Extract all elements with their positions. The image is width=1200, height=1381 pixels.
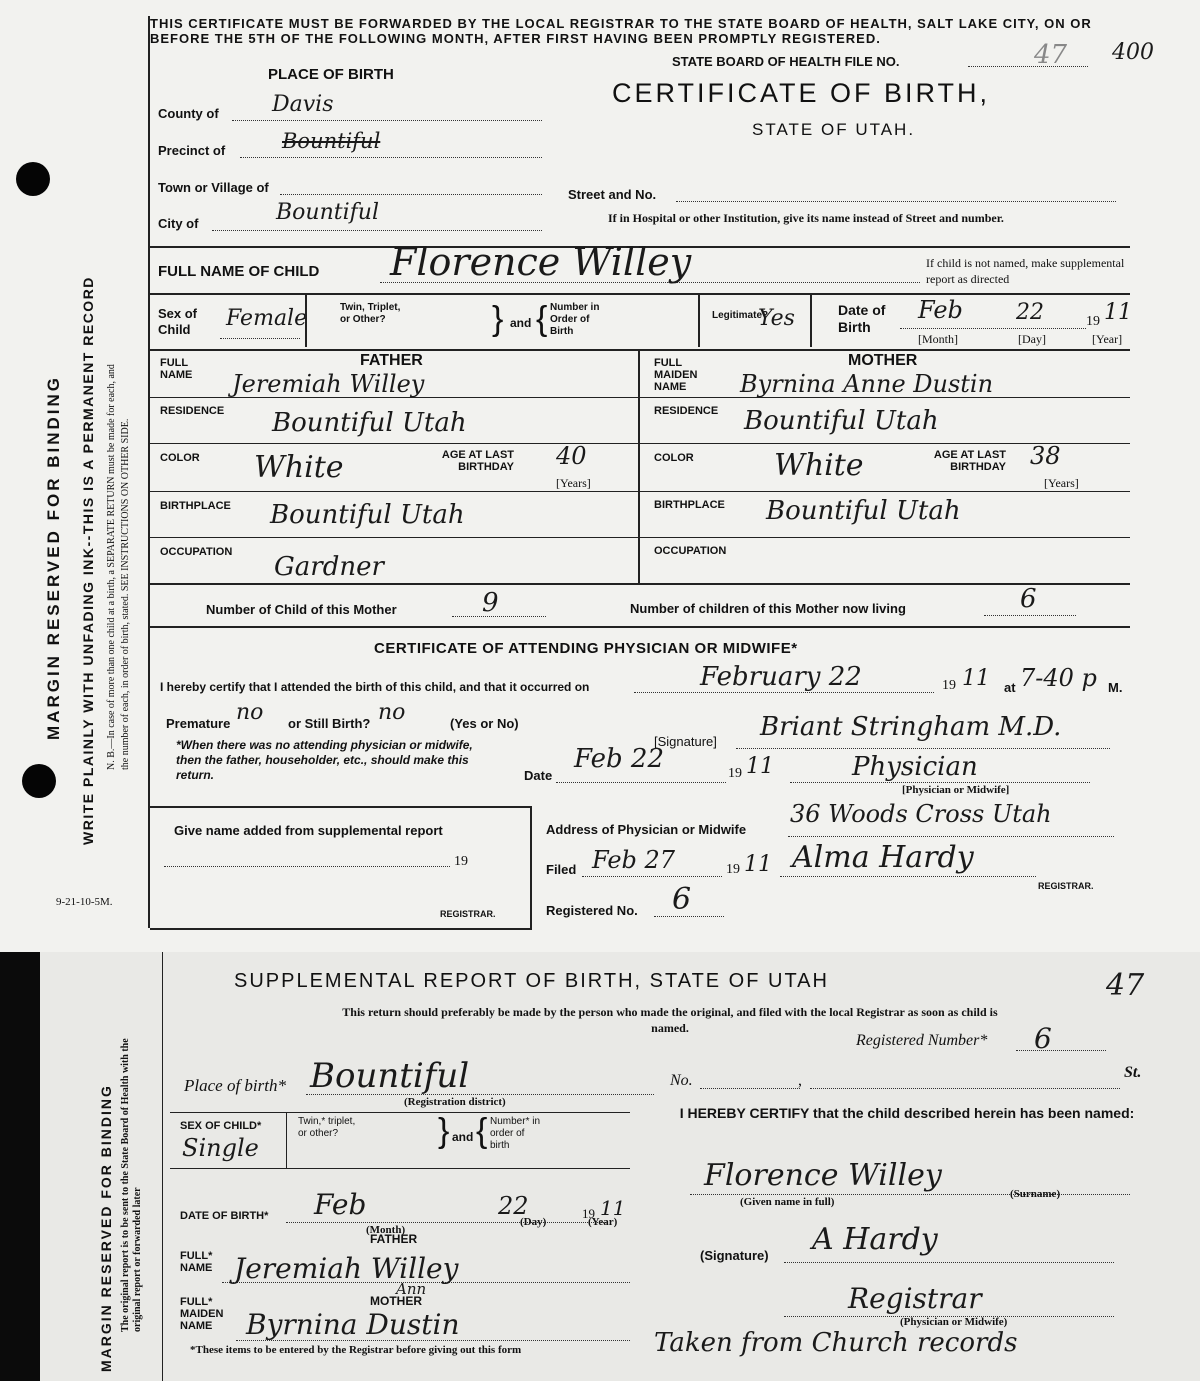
certify-text: I hereby certify that I attended the birth of this child, and that it occurred on <box>160 680 590 694</box>
supp-registered-label: Registered Number* <box>856 1032 988 1049</box>
mother-occupation-label: OCCUPATION <box>654 545 727 557</box>
address-value: 36 Woods Cross Utah <box>790 800 1052 828</box>
binding-hole-bottom <box>22 764 56 798</box>
father-birthplace: Bountiful Utah <box>270 500 465 530</box>
print-code: 9-21-10-5M. <box>56 896 113 908</box>
child-name-label: FULL NAME OF CHILD <box>158 263 320 280</box>
precinct-label: Precinct of <box>158 143 226 158</box>
certificate-title: CERTIFICATE OF BIRTH, <box>612 78 991 108</box>
still-birth-value: no <box>378 700 406 725</box>
mother-heading: MOTHER <box>848 352 918 369</box>
supp-place-value: Bountiful <box>310 1056 470 1096</box>
city-label: City of <box>158 216 199 231</box>
date-label: Date <box>524 768 553 783</box>
father-residence: Bountiful Utah <box>272 408 467 438</box>
margin-ink-text: WRITE PLAINLY WITH UNFADING INK--THIS IS A PERMANENT RECORD <box>80 276 96 845</box>
supp-margin-binding: MARGIN RESERVED FOR BINDING <box>98 1084 114 1372</box>
no-physician-note: *When there was no attending physician or midwife, then the father, householder, etc., should make this return. <box>176 738 473 782</box>
twin-label: Twin, Triplet, or Other? <box>340 302 401 325</box>
mother-birthplace-label: BIRTHPLACE <box>654 499 725 511</box>
supp-father-heading: FATHER <box>370 1232 418 1246</box>
supp-place-label: Place of birth* <box>184 1076 286 1095</box>
number-order-label: Number in Order of Birth <box>550 302 600 337</box>
m-label: M. <box>1108 680 1123 695</box>
supp-registration-caption: (Registration district) <box>404 1096 506 1108</box>
supp-father-name: Jeremiah Willey <box>234 1252 459 1285</box>
legit-label: Legitimate? <box>712 310 769 321</box>
premature-label: Premature <box>166 716 231 731</box>
month-caption: [Month] <box>918 332 958 346</box>
supp-mother-insert: Ann <box>396 1280 427 1298</box>
father-residence-label: RESIDENCE <box>160 405 225 417</box>
birth-date-written: February 22 <box>700 662 862 692</box>
certificate-subtitle: STATE OF UTAH. <box>752 120 916 139</box>
year-caption: [Year] <box>1092 332 1123 346</box>
physician-heading: CERTIFICATE OF ATTENDING PHYSICIAN OR MIDWIFE* <box>374 640 798 657</box>
supp-given-caption: (Given name in full) <box>740 1196 835 1208</box>
supp-dob-year-prefix: 19 <box>582 1206 595 1221</box>
mother-age: 38 <box>1030 442 1061 470</box>
living-value: 6 <box>1020 584 1037 614</box>
supplemental-label: Give name added from supplemental report <box>174 823 443 838</box>
supplemental-report: MARGIN RESERVED FOR BINDING The original report is to be sent to the State Board of Health with the original report or forwarded later SUPPLEMENTAL REPORT OF BIRTH, STATE OF UTAH 47 This return should preferably be made by the person who made the original, and filed with the local Registrar as soon as child is named. Registered Number* 6 Place of birth* Bountiful (Registration district) No. , St. SEX OF CHILD* Single Twin,* triplet, or other? } and { Number* in order of birth DATE OF BIRTH* Feb 22 19 11 (Month) (Day) (Year) FATHER FULL* NAME Jeremiah Willey MOTHER Ann FULL* MAIDEN NAME Byrnina Dustin *These items to be entered by the Registrar before giving out this form I HEREBY CERTIFY that the child described herein has been named: Florence Willey (Given name in full) (Surname) (Signature) A Hardy Registrar (Physician or Midwife) Taken from Church records <box>40 952 1200 1381</box>
supp-month-caption: (Month) <box>366 1224 406 1236</box>
and-label: and <box>510 316 532 330</box>
signature-label: [Signature] <box>654 734 717 749</box>
supplemental-year: 19 <box>454 854 468 869</box>
father-age: 40 <box>556 442 587 470</box>
address-label: Address of Physician or Midwife <box>546 822 747 837</box>
mother-birthplace: Bountiful Utah <box>766 496 961 526</box>
supp-number: 47 <box>1106 968 1145 1003</box>
supp-role-value: Registrar <box>848 1282 982 1315</box>
supp-church-note: Taken from Church records <box>654 1328 1018 1358</box>
mother-maiden-label: FULL MAIDEN NAME <box>654 357 698 393</box>
dob-month: Feb <box>918 296 963 324</box>
supp-maiden-label: FULL* MAIDEN NAME <box>180 1296 224 1332</box>
mother-color: White <box>774 448 864 483</box>
registrar-caption-right: REGISTRAR. <box>1038 881 1094 891</box>
registered-value: 6 <box>672 882 692 917</box>
header-notice: THIS CERTIFICATE MUST BE FORWARDED BY THE LOCAL REGISTRAR TO THE STATE BOARD OF HEALTH, SALT LAKE CITY, ON OR BEFORE THE 5TH OF THE FOLLOWING MONTH, AFTER FIRST HAVING BEEN PROMPTLY REGISTERED. <box>150 16 1092 46</box>
father-heading: FATHER <box>360 352 423 369</box>
registrar-caption-left: REGISTRAR. <box>440 909 496 919</box>
child-number-value: 9 <box>482 588 499 618</box>
supp-no-label: No. <box>670 1072 693 1089</box>
birth-time: 7-40 p <box>1020 664 1097 692</box>
mother-age-label: AGE AT LAST BIRTHDAY <box>933 449 1006 473</box>
father-occupation-label: OCCUPATION <box>160 546 233 558</box>
at-label: at <box>1004 680 1016 695</box>
county-label: County of <box>158 106 219 121</box>
yes-no-label: (Yes or No) <box>450 716 519 731</box>
supp-dob-day: 22 <box>498 1192 529 1220</box>
father-full-name-label: FULL NAME <box>160 357 193 381</box>
supp-year-caption: (Year) <box>588 1216 618 1228</box>
margin-binding-text: MARGIN RESERVED FOR BINDING <box>44 375 63 740</box>
filed-date: Feb 27 <box>592 846 676 874</box>
filed-year: 11 <box>744 852 772 877</box>
supp-dob-year: 11 <box>600 1196 626 1220</box>
supp-number-order-label: Number* in order of birth <box>490 1116 541 1151</box>
birth-certificate: MARGIN RESERVED FOR BINDING WRITE PLAINLY WITH UNFADING INK--THIS IS A PERMANENT RECORD N. B.—In case of more than one child at a birth, a SEPARATE RETURN must be made for each, and the number of each, in order of birth, stated. SEE INSTRUCTIONS ON OTHER SIDE. 9-21-10-5M. THIS CERTIFICATE MUST BE FORWARDED BY THE LOCAL REGISTRAR TO THE STATE BOARD OF HEALTH, SALT LAKE CITY, ON OR BEFORE THE 5TH OF THE FOLLOWING MONTH, AFTER FIRST HAVING BEEN PROMPTLY REGISTERED. STATE BOARD OF HEALTH FILE NO. 47 400 CERTIFICATE OF BIRTH, STATE OF UTAH. PLACE OF BIRTH County of Davis Precinct of Bountiful Town or Village of City of Bountiful Street and No. If in Hospital or other Institution, give its name instead of Street and number. FULL NAME OF CHILD Florence Willey If child is not named, make supplemental report as directed Sex of Child Female Twin, Triplet, or Other? } and { Number in Order of Birth Legitimate? Yes Date of Birth Feb 22 19 11 [Month] [Day] [Year] FATHER MOTHER FULL NAME Jeremiah Willey FULL MAIDEN NAME Byrnina Anne Dustin RESIDENCE Bountiful Utah RESIDENCE Bountiful Utah COLOR White AGE AT LAST BIRTHDAY 40 [Years] COLOR White AGE AT LAST BIRTHDAY 38 [Years] BIRTHPLACE Bountiful Utah BIRTHPLACE Bountiful Utah OCCUPATION Gardner OCCUPATION Number of Child of this Mother 9 Number of children of this Mother now living 6 CERTIFICATE OF ATTENDING PHYSICIAN OR MIDWIFE* I hereby certify that I attended the birth of this child, and that it occurred on February 22 19 11 at 7-40 p M. Premature no or Still Birth? no (Yes or No) *When there was no attending physician or midwife, then the father, householder, etc., should make this return. [Signature] Briant Stringham M.D. Date Feb 22 19 11 Physician [Physician or Midwife] Give name added from supplemental report 19 REGISTRAR. Address of Physician or Midwife 36 Woods Cross Utah Filed Feb 27 19 11 Alma Hardy REGISTRAR. Registered No. 6 <box>0 0 1200 952</box>
file-no-value: 47 <box>1034 40 1068 70</box>
physician-caption: [Physician or Midwife] <box>902 784 1010 796</box>
sign-year-prefix: 19 <box>728 766 742 781</box>
sign-date: Feb 22 <box>574 744 664 774</box>
supp-full-name-label: FULL* NAME <box>180 1250 213 1274</box>
street-label: Street and No. <box>568 187 657 202</box>
filed-year-prefix: 19 <box>726 862 740 877</box>
child-number-label: Number of Child of this Mother <box>206 602 397 617</box>
supp-footnote: *These items to be entered by the Registrar before giving out this form <box>190 1344 522 1356</box>
supp-sex-value: Single <box>182 1134 259 1162</box>
birth-year: 11 <box>962 666 990 691</box>
father-birthplace-label: BIRTHPLACE <box>160 500 231 512</box>
supp-mother-heading: MOTHER <box>370 1294 422 1308</box>
margin-nb-line2: the number of each, in order of birth, stated. SEE INSTRUCTIONS ON OTHER SIDE. <box>120 418 131 770</box>
sex-label: Sex of Child <box>158 306 198 337</box>
registered-label: Registered No. <box>546 903 638 918</box>
supp-and-label: and <box>452 1130 474 1144</box>
filed-label: Filed <box>546 862 577 877</box>
supp-day-caption: (Day) <box>520 1216 547 1228</box>
dob-day: 22 <box>1016 300 1044 325</box>
mother-name: Byrnina Anne Dustin <box>740 370 994 398</box>
dob-year-prefix: 19 <box>1086 314 1100 329</box>
supp-twin-label: Twin,* triplet, or other? <box>298 1116 356 1139</box>
margin-nb-line1: N. B.—In case of more than one child at a birth, a SEPARATE RETURN must be made for each, and <box>106 364 117 770</box>
sign-year: 11 <box>746 754 774 779</box>
not-named-note: If child is not named, make supplemental report as directed <box>926 256 1125 286</box>
father-years-caption: [Years] <box>556 476 591 490</box>
sex-value: Female <box>226 306 308 331</box>
physician-signature: Briant Stringham M.D. <box>760 712 1062 742</box>
premature-value: no <box>236 700 264 725</box>
mother-residence-label: RESIDENCE <box>654 405 719 417</box>
mother-years-caption: [Years] <box>1044 476 1079 490</box>
city-value: Bountiful <box>276 200 379 225</box>
physician-title: Physician <box>852 752 978 782</box>
supp-surname-caption: (Surname) <box>1010 1188 1061 1200</box>
father-color: White <box>254 450 344 485</box>
supp-role-caption: (Physician or Midwife) <box>900 1316 1008 1328</box>
supp-intro: This return should preferably be made by the person who made the original, and filed with the local Registrar as soon as child is named. <box>342 1005 998 1035</box>
county-value: Davis <box>272 92 334 117</box>
dob-label: Date of Birth <box>838 302 886 335</box>
birth-year-prefix: 19 <box>942 678 956 693</box>
hospital-note: If in Hospital or other Institution, give its name instead of Street and number. <box>608 211 1004 225</box>
supp-title: SUPPLEMENTAL REPORT OF BIRTH, STATE OF UTAH <box>234 970 829 992</box>
mother-residence: Bountiful Utah <box>744 406 939 436</box>
supp-margin-note: The original report is to be sent to the State Board of Health with the original report or forwarded later <box>120 1038 143 1332</box>
mother-color-label: COLOR <box>654 452 694 464</box>
binding-hole-top <box>16 162 50 196</box>
town-label: Town or Village of <box>158 180 269 195</box>
father-color-label: COLOR <box>160 452 200 464</box>
supp-signature-label: (Signature) <box>700 1248 769 1263</box>
supp-signature-value: A Hardy <box>812 1222 938 1257</box>
file-no-extra: 400 <box>1112 40 1154 65</box>
father-occupation: Gardner <box>274 552 384 582</box>
supp-certify-text: I HEREBY CERTIFY that the child described herein has been named: <box>679 1105 1135 1121</box>
precinct-value: Bountiful <box>282 129 381 153</box>
supp-sex-label: SEX OF CHILD* <box>180 1120 262 1132</box>
living-label: Number of children of this Mother now living <box>630 601 906 616</box>
supp-dob-month: Feb <box>314 1188 367 1221</box>
dob-year: 11 <box>1104 300 1132 325</box>
still-birth-label: or Still Birth? <box>288 716 371 731</box>
father-age-label: AGE AT LAST BIRTHDAY <box>441 449 514 473</box>
supp-st-label: St. <box>1124 1064 1142 1081</box>
day-caption: [Day] <box>1018 332 1046 346</box>
place-heading: PLACE OF BIRTH <box>268 66 394 83</box>
file-no-label: STATE BOARD OF HEALTH FILE NO. <box>672 54 900 69</box>
supp-mother-name: Byrnina Dustin <box>246 1308 460 1341</box>
registrar-signature: Alma Hardy <box>792 840 974 875</box>
child-name-value: Florence Willey <box>390 240 692 284</box>
supp-named-value: Florence Willey <box>704 1158 942 1193</box>
supp-dob-label: DATE OF BIRTH* <box>180 1210 269 1222</box>
father-name: Jeremiah Willey <box>232 370 425 398</box>
legit-value: Yes <box>758 306 795 331</box>
supp-registered-value: 6 <box>1034 1022 1052 1055</box>
